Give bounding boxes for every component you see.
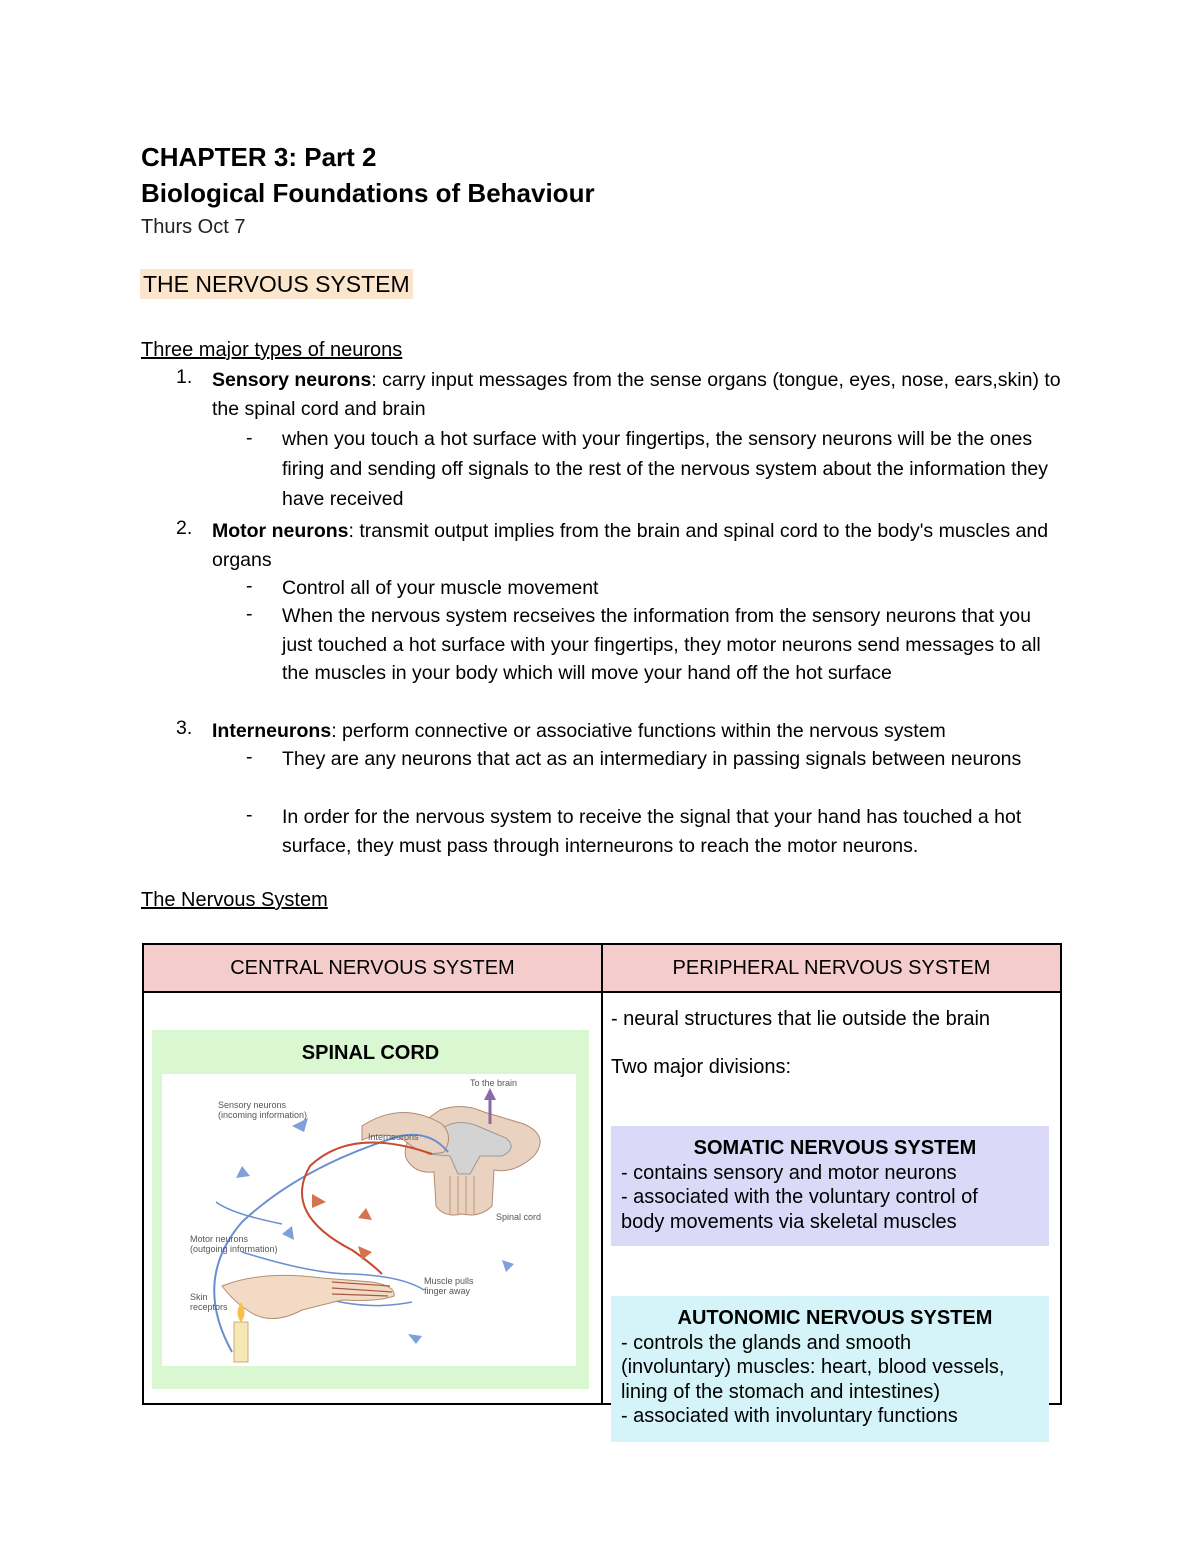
def-motor: : transmit output implies from the brain and spinal cord to the body's muscles and organs xyxy=(212,520,1049,571)
chapter-title: CHAPTER 3: Part 2 xyxy=(141,142,377,172)
bullet-dash: - xyxy=(246,804,253,826)
central-cell xyxy=(143,992,602,1404)
arrow xyxy=(502,1260,514,1272)
divisions-label: Two major divisions: xyxy=(610,1056,792,1078)
autonomic-title: AUTONOMIC NERVOUS SYSTEM xyxy=(677,1307,993,1329)
somatic-line: body movements via skeletal muscles xyxy=(620,1210,957,1233)
label-motor: Motor neurons xyxy=(190,1234,249,1244)
bullet-dash: - xyxy=(246,427,253,449)
bullet-dash: - xyxy=(246,575,253,597)
neurons-heading: Three major types of neurons xyxy=(141,339,403,361)
section-heading-text: THE NERVOUS SYSTEM xyxy=(140,269,413,299)
reflex-arc-illustration xyxy=(162,1074,576,1366)
somatic-box xyxy=(611,1126,1049,1246)
label-spinal-cord: Spinal cord xyxy=(496,1212,542,1222)
motor-note-1: Control all of your muscle movement xyxy=(282,577,599,599)
term-interneurons: Interneurons xyxy=(212,720,332,742)
spinal-cord-panel xyxy=(152,1030,589,1389)
pns-description: - neural structures that lie outside the brain xyxy=(610,1008,991,1030)
label-motor-sub: (outgoing information) xyxy=(190,1244,278,1254)
lecture-date: Thurs Oct 7 xyxy=(141,216,246,238)
central-header: CENTRAL NERVOUS SYSTEM xyxy=(143,944,602,992)
arrow xyxy=(408,1334,422,1344)
arrow xyxy=(312,1194,326,1208)
list-number: 1. xyxy=(176,366,193,388)
somatic-title: SOMATIC NERVOUS SYSTEM xyxy=(693,1137,977,1159)
list-item-interneurons xyxy=(212,717,1072,746)
label-interneurons: Interneurons xyxy=(368,1132,419,1142)
somatic-line: - associated with the voluntary control of xyxy=(620,1186,978,1208)
peripheral-header: PERIPHERAL NERVOUS SYSTEM xyxy=(602,944,1061,992)
autonomic-line: - associated with involuntary functions xyxy=(620,1405,958,1427)
bullet-dash: - xyxy=(246,746,253,768)
to-brain-arrowhead xyxy=(484,1088,496,1100)
def-sensory: : carry input messages from the sense organs (tongue, eyes, nose, ears,skin) to the spinal cord and brain xyxy=(212,369,1061,420)
somatic-line: - contains sensory and motor neurons xyxy=(620,1161,957,1184)
reflex-arc-diagram xyxy=(162,1074,576,1366)
list-item-sensory xyxy=(212,366,1072,423)
label-to-brain: To the brain xyxy=(470,1078,518,1088)
motor-note-2: When the nervous system recseives the information from the sensory neurons that you just touched a hot surface with your fingertips, they motor neurons send messages to all the muscles in your body which will move your hand off the hot surface xyxy=(282,605,1041,684)
arrow xyxy=(236,1166,250,1178)
section-heading xyxy=(140,271,413,298)
interneurons-note-2: In order for the nervous system to receive the signal that your hand has touched a hot surface, they must pass through interneurons to reach the motor neurons. xyxy=(282,806,1022,857)
arrow xyxy=(292,1118,308,1132)
term-motor: Motor neurons xyxy=(212,520,349,542)
autonomic-line: - controls the glands and smooth xyxy=(620,1331,912,1354)
nervous-system-table xyxy=(142,943,1062,1427)
spinal-cord-title: SPINAL CORD xyxy=(301,1042,440,1064)
candle xyxy=(234,1322,248,1362)
label-muscle-2: finger away xyxy=(424,1286,471,1296)
autonomic-box xyxy=(611,1296,1049,1442)
list-number: 3. xyxy=(176,717,193,739)
chapter-subtitle: Biological Foundations of Behaviour xyxy=(141,178,595,208)
sensory-note: when you touch a hot surface with your fingertips, the sensory neurons will be the ones firing and sending off signals to the rest of the nervous system about the information they have received xyxy=(282,428,1049,510)
def-interneurons: : perform connective or associative functions within the nervous system xyxy=(331,720,946,742)
nervous-system-heading: The Nervous System xyxy=(141,889,328,911)
interneurons-note-1: They are any neurons that act as an intermediary in passing signals between neurons xyxy=(282,748,1022,770)
bullet-dash: - xyxy=(246,603,253,625)
label-muscle-1: Muscle pulls xyxy=(424,1276,474,1286)
autonomic-line: (involuntary) muscles: heart, blood vessels, xyxy=(620,1356,1005,1378)
autonomic-line: lining of the stomach and intestines) xyxy=(620,1380,941,1403)
label-receptors: receptors xyxy=(190,1302,228,1312)
label-skin: Skin xyxy=(190,1292,208,1302)
list-item-motor xyxy=(212,517,1072,574)
arrow xyxy=(358,1246,372,1260)
peripheral-cell xyxy=(602,992,1061,1427)
loop-left xyxy=(216,1202,282,1224)
arrow xyxy=(358,1208,372,1220)
list-number: 2. xyxy=(176,517,193,539)
label-sensory: Sensory neurons xyxy=(218,1100,287,1110)
arrow xyxy=(282,1226,294,1240)
hand xyxy=(222,1275,394,1318)
term-sensory: Sensory neurons xyxy=(212,369,372,391)
label-sensory-sub: (incoming information) xyxy=(218,1110,308,1120)
